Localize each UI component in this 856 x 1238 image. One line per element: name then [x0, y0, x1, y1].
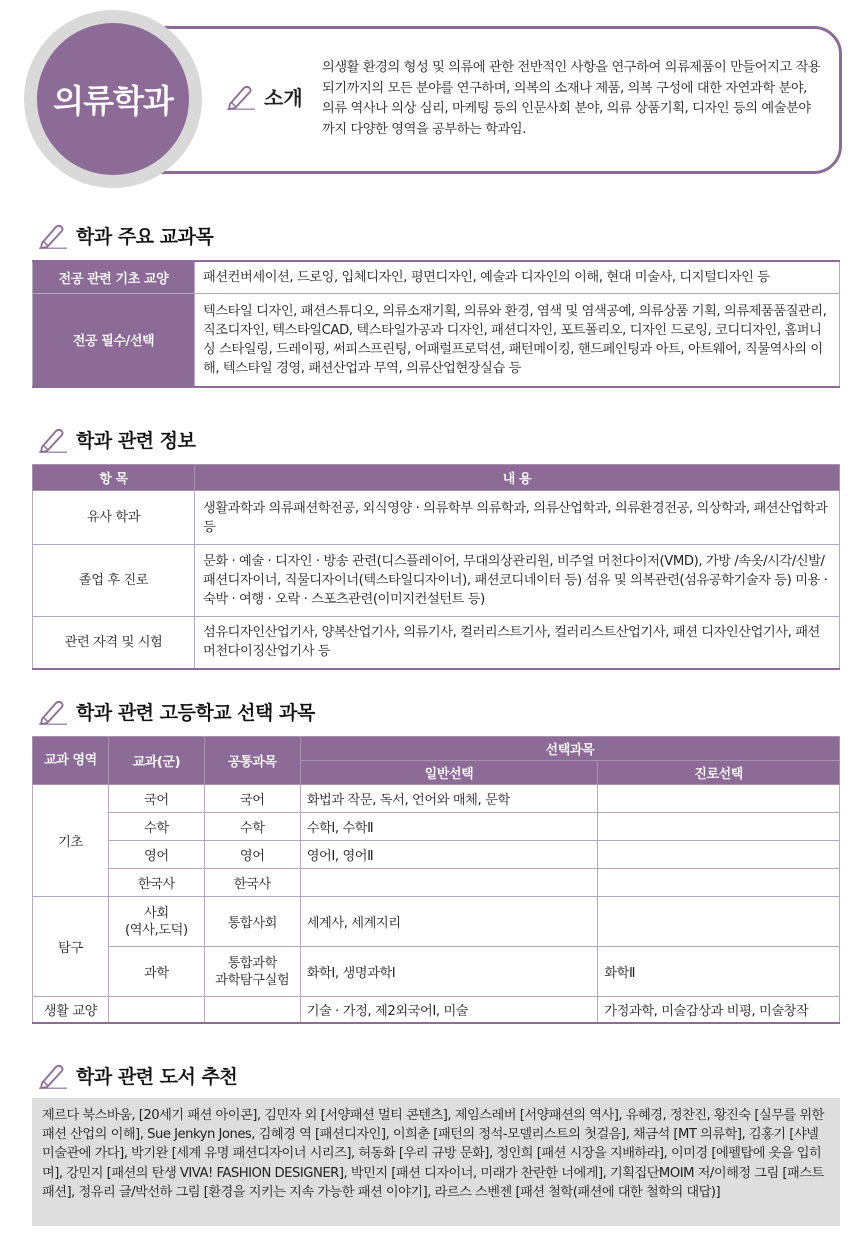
common-cell: 수학 [204, 813, 300, 841]
row-value: 텍스타일 디자인, 패션스튜디오, 의류소재기획, 의류와 환경, 염색 및 염색공예, 의류상품 기획, 의류제품품질관리, 직조디자인, 텍스타일CAD, 텍스타일가공과 디자인, 패션디자인, 포트폴리오, 디자인 드로잉, 코디디자인, 홈퍼니싱 스타일링, 드레이핑, 써피스프린팅, 어패럴프로덕션, 패턴메이킹, 핸드페인팅과 아트, 아트웨어, 직물역사의 이해, 텍스타일 경영, 패션산업과 무역, 의류산업현장실습 등 [195, 293, 840, 387]
section-title-info [38, 426, 195, 453]
section-title-highschool [38, 698, 315, 725]
table-row [33, 491, 840, 545]
area-cell: 탐구 [33, 897, 109, 997]
pencil-icon [226, 84, 256, 110]
info-item: 졸업 후 진로 [33, 545, 195, 617]
info-content: 생활과학과 의류패션학전공, 외식영양 · 의류학부 의류학과, 의류산업학과, 의류환경전공, 의상학과, 패션산업학과 등 [195, 491, 840, 545]
info-item: 관련 자격 및 시험 [33, 617, 195, 669]
dept-badge [37, 23, 189, 175]
info-content: 섬유디자인산업기사, 양복산업기사, 의류기사, 컬러리스트기사, 컬러리스트산업기사, 패션 디자인산업기사, 패션머천다이징산업기사 등 [195, 617, 840, 669]
dept-name: 의류학과 [53, 82, 173, 120]
info-table [32, 464, 840, 670]
header-general: 일반선택 [300, 761, 598, 785]
table-row [33, 841, 840, 869]
group-cell [108, 997, 204, 1023]
header-common: 공통과목 [204, 737, 300, 785]
intro-label: 소개 [264, 86, 303, 110]
info-content: 문화 · 예술 · 디자인 · 방송 관련(디스플레이어, 무대의상관리원, 비주얼 머천다이저(VMD), 가방 /속옷/시각/신발/패션디자이너, 직물디자이너(텍스타일디자이너), 패션코디네이터 등) 섬유 및 의복관련(섬유공학기술자 등) 미용 · 숙박 · 여행 · 오락 · 스포츠관련(이미지컨설턴트 등) [195, 545, 840, 617]
row-value: 패션컨버세이션, 드로잉, 입체디자인, 평면디자인, 예술과 디자인의 이해, 현대 미술사, 디지털디자인 등 [195, 261, 840, 293]
section-title-books [38, 1062, 237, 1089]
group-cell: 영어 [108, 841, 204, 869]
table-header-row [33, 465, 840, 491]
common-cell [204, 997, 300, 1023]
career-cell [598, 869, 840, 897]
intro-heading [226, 82, 303, 111]
header-elective: 선택과목 [300, 737, 839, 761]
table-row [33, 617, 840, 669]
area-cell: 기초 [33, 785, 109, 897]
group-cell: 한국사 [108, 869, 204, 897]
header-group: 교과(군) [108, 737, 204, 785]
area-cell: 생활 교양 [33, 997, 109, 1023]
pencil-icon [38, 1063, 68, 1089]
books-list: 제르다 북스바움, [20세기 패션 아이콘], 김민자 외 [서양패션 멀티 콘텐츠], 제임스레버 [서양패션의 역사], 유혜경, 정찬진, 황진숙 [실무를 위한 패션 산업의 이해], Sue Jenkyn Jones, 김혜경 역 [패션디자인], 이희춘 [패턴의 정석-모델리스트의 첫걸음], 채금석 [MT 의류학], 김홍기 [샤넬 미술관에 가다], 박기완 [세계 유명 패션디자이너 시리즈], 허동화 [우리 규방 문화], 정인희 [패션 시장을 지배하라], 이미경 [에펠탑에 옷을 입히며], 강민지 [패션의 탄생 VIVA! FASHION DESIGNER], 박민지 [패션 디자이너, 미래가 찬란한 너에게], 기획집단MOIM 저/이해정 그림 [패스트 패션], 정유리 글/박선하 그림 [환경을 지키는 지속 가능한 패션 이야기], 라르스 스벤젠 [패션 철학(패션에 대한 철학의 대답)] [32, 1098, 840, 1226]
table-row [33, 897, 840, 947]
table-row [33, 545, 840, 617]
common-cell: 한국사 [204, 869, 300, 897]
highschool-table [32, 736, 840, 1024]
table-row [33, 947, 840, 997]
career-cell [598, 813, 840, 841]
general-cell: 세계사, 세계지리 [300, 897, 598, 947]
row-label: 전공 필수/선택 [33, 293, 195, 387]
table-header-row [33, 737, 840, 761]
table-row [33, 997, 840, 1023]
section-title-text: 학과 관련 도서 추천 [76, 1066, 238, 1088]
info-item: 유사 학과 [33, 491, 195, 545]
courses-table [32, 260, 840, 388]
general-cell: 수학Ⅰ, 수학Ⅱ [300, 813, 598, 841]
common-cell: 영어 [204, 841, 300, 869]
header-content: 내 용 [195, 465, 840, 491]
table-row [33, 261, 840, 293]
group-cell: 사회 (역사,도덕) [108, 897, 204, 947]
career-cell [598, 897, 840, 947]
general-cell [300, 869, 598, 897]
common-cell: 국어 [204, 785, 300, 813]
table-row [33, 785, 840, 813]
section-title-courses [38, 222, 213, 249]
section-title-text: 학과 주요 교과목 [76, 226, 214, 248]
header-career: 진로선택 [598, 761, 840, 785]
group-cell: 과학 [108, 947, 204, 997]
general-cell: 화학Ⅰ, 생명과학Ⅰ [300, 947, 598, 997]
pencil-icon [38, 699, 68, 725]
table-row [33, 869, 840, 897]
header-area: 교과 영역 [33, 737, 109, 785]
career-cell: 화학Ⅱ [598, 947, 840, 997]
group-cell: 수학 [108, 813, 204, 841]
general-cell: 화법과 작문, 독서, 언어와 매체, 문학 [300, 785, 598, 813]
table-row [33, 293, 840, 387]
pencil-icon [38, 427, 68, 453]
section-title-text: 학과 관련 정보 [76, 430, 196, 452]
common-cell: 통합과학 과학탐구실험 [204, 947, 300, 997]
table-row [33, 813, 840, 841]
row-label: 전공 관련 기초 교양 [33, 261, 195, 293]
general-cell: 영어Ⅰ, 영어Ⅱ [300, 841, 598, 869]
general-cell: 기술 · 가정, 제2외국어Ⅰ, 미술 [300, 997, 598, 1023]
group-cell: 국어 [108, 785, 204, 813]
pencil-icon [38, 223, 68, 249]
intro-text: 의생활 환경의 형성 및 의류에 관한 전반적인 사항을 연구하여 의류제품이 만들어지고 작용되기까지의 모든 분야를 연구하며, 의복의 소재나 제품, 의복 구성에 대한 자연과학 분야, 의류 역사나 의상 심리, 마케팅 등의 인문사회 분야, 의류 상품기획, 디자인 등의 예술분야까지 다양한 영역을 공부하는 학과임. [322, 60, 821, 137]
common-cell: 통합사회 [204, 897, 300, 947]
header-item: 항 목 [33, 465, 195, 491]
section-title-text: 학과 관련 고등학교 선택 과목 [76, 702, 315, 724]
career-cell: 가정과학, 미술감상과 비평, 미술창작 [598, 997, 840, 1023]
career-cell [598, 785, 840, 813]
career-cell [598, 841, 840, 869]
